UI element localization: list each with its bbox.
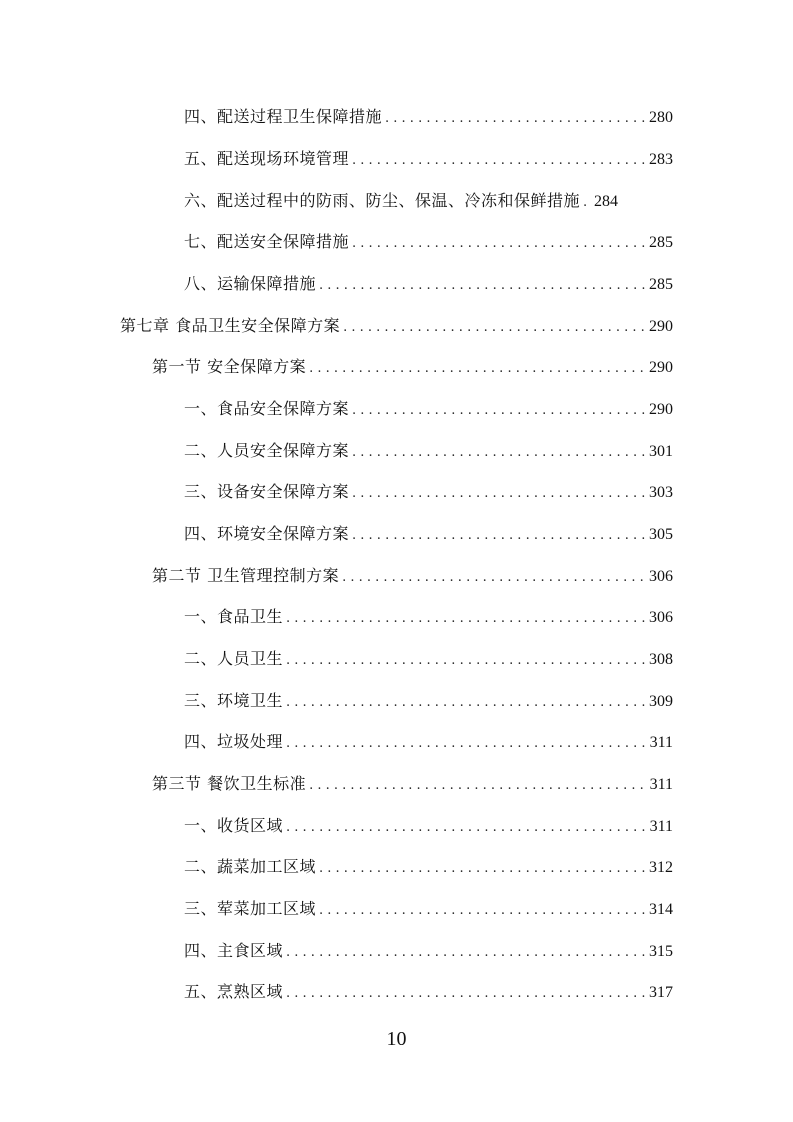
toc-entry-page: 290 bbox=[649, 401, 673, 418]
toc-entry-page: 290 bbox=[649, 318, 673, 335]
dot-leader bbox=[352, 442, 646, 464]
toc-entry-title: 一、收货区域 bbox=[184, 816, 284, 835]
toc-entry-title: 四、环境安全保障方案 bbox=[184, 524, 350, 543]
toc-entry-page: 317 bbox=[649, 984, 673, 1001]
toc-entry[interactable] bbox=[0, 273, 793, 297]
toc-entry-page: 283 bbox=[649, 151, 673, 168]
toc-entry-page: 280 bbox=[649, 109, 673, 126]
toc-entry-title: 第二节 卫生管理控制方案 bbox=[152, 566, 340, 585]
toc-entry-title: 三、荤菜加工区域 bbox=[184, 899, 317, 918]
toc-entry-title: 八、运输保障措施 bbox=[184, 274, 317, 293]
dot-leader bbox=[583, 192, 591, 214]
dot-leader bbox=[352, 400, 646, 422]
toc-entry-page: 311 bbox=[649, 818, 673, 835]
dot-leader bbox=[319, 858, 646, 880]
dot-leader bbox=[352, 233, 646, 255]
toc-entry-title: 第七章 食品卫生安全保障方案 bbox=[120, 316, 341, 335]
toc-entry-title: 四、主食区域 bbox=[184, 941, 284, 960]
toc-entry[interactable] bbox=[0, 356, 793, 380]
toc-entry[interactable] bbox=[0, 315, 793, 339]
dot-leader bbox=[385, 108, 646, 130]
toc-entry[interactable] bbox=[0, 940, 793, 964]
toc-entry[interactable] bbox=[0, 648, 793, 672]
toc-entry-title: 二、人员卫生 bbox=[184, 649, 284, 668]
toc-entry-page: 314 bbox=[649, 901, 673, 918]
toc-entry-page: 311 bbox=[649, 776, 673, 793]
dot-leader bbox=[352, 525, 646, 547]
dot-leader bbox=[286, 817, 647, 839]
toc-entry-page: 285 bbox=[649, 276, 673, 293]
dot-leader bbox=[309, 358, 646, 380]
toc-entry-title: 三、环境卫生 bbox=[184, 691, 284, 710]
toc-entry-page: 306 bbox=[649, 609, 673, 626]
toc-entry-page: 306 bbox=[649, 568, 673, 585]
toc-entry-title: 一、食品卫生 bbox=[184, 607, 284, 626]
toc-entry-title: 二、人员安全保障方案 bbox=[184, 441, 350, 460]
toc-entry[interactable] bbox=[0, 690, 793, 714]
toc-entry-title: 五、烹熟区域 bbox=[184, 982, 284, 1001]
dot-leader bbox=[352, 483, 646, 505]
dot-leader bbox=[319, 275, 646, 297]
toc-entry-title: 四、配送过程卫生保障措施 bbox=[184, 107, 383, 126]
toc-entry-title: 四、垃圾处理 bbox=[184, 732, 284, 751]
toc-entry-page: 305 bbox=[649, 526, 673, 543]
toc-entry[interactable] bbox=[0, 106, 793, 130]
page-number: 10 bbox=[386, 1028, 407, 1050]
toc-entry[interactable] bbox=[0, 481, 793, 505]
toc-entry[interactable] bbox=[0, 731, 793, 755]
toc-entry-page: 315 bbox=[649, 943, 673, 960]
toc-entry[interactable] bbox=[0, 898, 793, 922]
toc-entry-page: 308 bbox=[649, 651, 673, 668]
toc-entry[interactable] bbox=[0, 190, 793, 214]
dot-leader bbox=[286, 983, 646, 1005]
dot-leader bbox=[352, 150, 646, 172]
toc-entry-page: 312 bbox=[649, 859, 673, 876]
dot-leader bbox=[286, 942, 646, 964]
toc-entry-title: 七、配送安全保障措施 bbox=[184, 232, 350, 251]
dot-leader bbox=[286, 692, 646, 714]
toc-entry-title: 三、设备安全保障方案 bbox=[184, 482, 350, 501]
toc-entry-page: 290 bbox=[649, 359, 673, 376]
toc-entry[interactable] bbox=[0, 148, 793, 172]
toc-entry-title: 六、配送过程中的防雨、防尘、保温、冷冻和保鲜措施 bbox=[184, 191, 581, 210]
dot-leader bbox=[319, 900, 646, 922]
toc-entry-page: 303 bbox=[649, 484, 673, 501]
toc-entry[interactable] bbox=[0, 773, 793, 797]
toc-entry[interactable] bbox=[0, 565, 793, 589]
toc-entry-title: 第三节 餐饮卫生标准 bbox=[152, 774, 307, 793]
toc-entry-title: 第一节 安全保障方案 bbox=[152, 357, 307, 376]
dot-leader bbox=[286, 733, 647, 755]
toc-entry-page: 285 bbox=[649, 234, 673, 251]
toc-entry-title: 五、配送现场环境管理 bbox=[184, 149, 350, 168]
toc-entry-page: 309 bbox=[649, 693, 673, 710]
toc-entry-title: 二、蔬菜加工区域 bbox=[184, 857, 317, 876]
toc-entry-page: 311 bbox=[649, 734, 673, 751]
dot-leader bbox=[286, 650, 646, 672]
toc-entry[interactable] bbox=[0, 981, 793, 1005]
dot-leader bbox=[343, 317, 646, 339]
toc-entry-title: 一、食品安全保障方案 bbox=[184, 399, 350, 418]
dot-leader bbox=[342, 567, 646, 589]
toc-entry-page: 301 bbox=[649, 443, 673, 460]
toc-entry-page: 284 bbox=[594, 193, 619, 210]
toc-entry[interactable] bbox=[0, 231, 793, 255]
toc-entry[interactable] bbox=[0, 523, 793, 547]
toc-entry[interactable] bbox=[0, 440, 793, 464]
dot-leader bbox=[286, 608, 646, 630]
toc-entry[interactable] bbox=[0, 398, 793, 422]
toc-entry[interactable] bbox=[0, 856, 793, 880]
toc-entry[interactable] bbox=[0, 606, 793, 630]
dot-leader bbox=[309, 775, 647, 797]
toc-entry[interactable] bbox=[0, 815, 793, 839]
